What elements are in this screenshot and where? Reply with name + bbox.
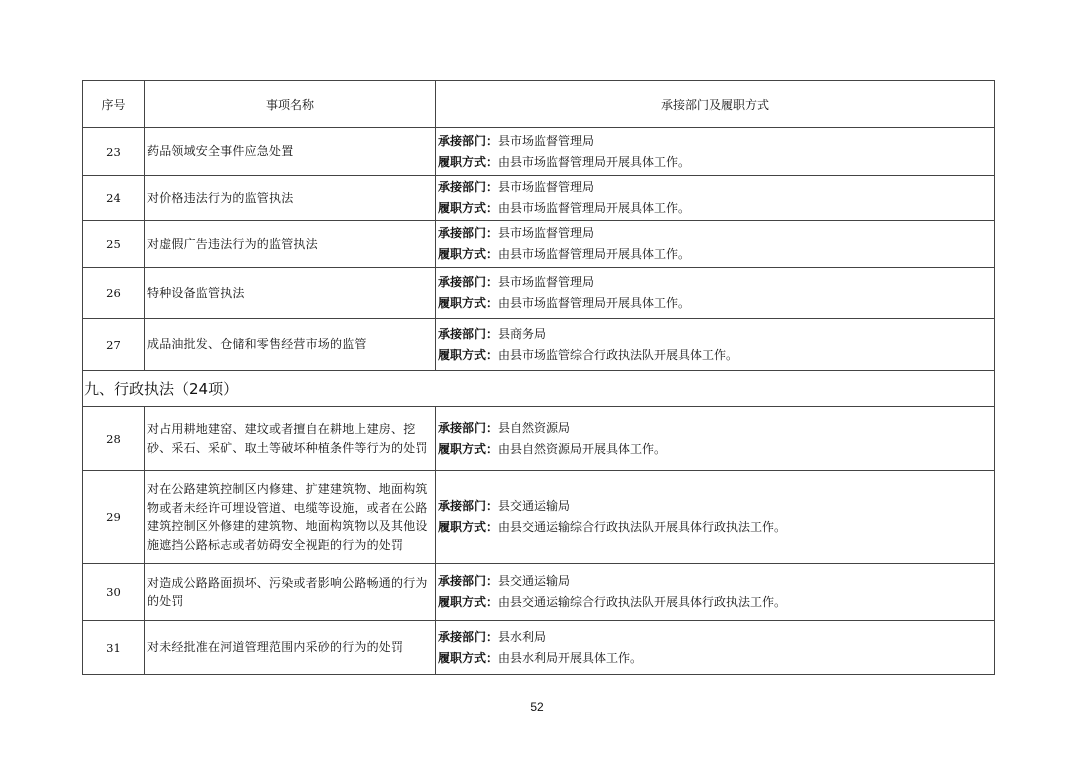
dept-cell <box>436 471 995 564</box>
method-value: 由县交通运输综合行政执法队开展具体行政执法工作。 <box>498 520 787 534</box>
dept-label: 承接部门： <box>438 133 499 148</box>
method-line <box>438 293 994 314</box>
method-label: 履职方式： <box>438 201 499 215</box>
dept-value: 县自然资源局 <box>498 420 571 435</box>
method-label: 履职方式： <box>438 650 499 665</box>
dept-label: 承接部门： <box>438 629 499 644</box>
dept-value: 县市场监督管理局 <box>498 226 595 240</box>
dept-line <box>438 496 994 517</box>
dept-value: 县市场监督管理局 <box>498 133 595 148</box>
table-row <box>83 621 995 675</box>
row-number: 30 <box>83 564 145 621</box>
dept-value: 县水利局 <box>498 629 547 644</box>
table-row <box>83 221 995 268</box>
matter-name: 药品领域安全事件应急处置 <box>145 128 436 176</box>
method-value: 由县自然资源局开展具体工作。 <box>498 441 667 456</box>
table-row <box>83 268 995 319</box>
dept-cell <box>436 176 995 221</box>
dept-line <box>438 223 994 244</box>
method-value: 由县市场监管综合行政执法队开展具体工作。 <box>498 347 739 362</box>
header-row <box>83 81 995 128</box>
table-row <box>83 176 995 221</box>
dept-cell <box>436 621 995 675</box>
matter-name: 对在公路建筑控制区内修建、扩建建筑物、地面构筑物或者未经许可埋设管道、电缆等设施，或者在公路建筑控制区外修建的建筑物、地面构筑物以及其他设施遮挡公路标志或者妨碍安全视距的行为的处罚 <box>145 471 436 564</box>
method-label: 履职方式： <box>438 296 499 310</box>
dept-cell <box>436 564 995 621</box>
dept-cell <box>436 268 995 319</box>
dept-line <box>438 272 994 293</box>
method-line <box>438 517 994 538</box>
row-number: 29 <box>83 471 145 564</box>
row-number: 31 <box>83 621 145 675</box>
method-label: 履职方式： <box>438 154 499 169</box>
method-value: 由县市场监督管理局开展具体工作。 <box>498 296 691 310</box>
method-line <box>438 345 994 366</box>
method-line <box>438 439 994 460</box>
method-line <box>438 648 994 669</box>
dept-line <box>438 571 994 592</box>
matter-name: 特种设备监管执法 <box>145 268 436 319</box>
method-label: 履职方式： <box>438 520 499 534</box>
row-number: 23 <box>83 128 145 176</box>
row-number: 26 <box>83 268 145 319</box>
matters-table <box>82 80 995 675</box>
method-value: 由县市场监督管理局开展具体工作。 <box>498 154 691 169</box>
table-row <box>83 407 995 471</box>
method-line <box>438 152 994 173</box>
method-value: 由县市场监督管理局开展具体工作。 <box>498 201 691 215</box>
dept-value: 县市场监督管理局 <box>498 275 595 289</box>
dept-value: 县交通运输局 <box>498 574 571 588</box>
method-label: 履职方式： <box>438 441 499 456</box>
dept-cell <box>436 407 995 471</box>
matter-name: 成品油批发、仓储和零售经营市场的监管 <box>145 319 436 371</box>
table-row <box>83 564 995 621</box>
dept-value: 县交通运输局 <box>498 499 571 513</box>
method-value: 由县交通运输综合行政执法队开展具体行政执法工作。 <box>498 595 787 609</box>
method-label: 履职方式： <box>438 247 499 261</box>
header-no: 序号 <box>83 81 145 128</box>
dept-label: 承接部门： <box>438 420 499 435</box>
table-row <box>83 471 995 564</box>
method-value: 由县水利局开展具体工作。 <box>498 650 643 665</box>
method-value: 由县市场监督管理局开展具体工作。 <box>498 247 691 261</box>
method-label: 履职方式： <box>438 595 499 609</box>
method-label: 履职方式： <box>438 347 499 362</box>
dept-cell <box>436 221 995 268</box>
method-line <box>438 244 994 265</box>
dept-label: 承接部门： <box>438 226 499 240</box>
row-number: 25 <box>83 221 145 268</box>
dept-label: 承接部门： <box>438 326 499 341</box>
matter-name: 对虚假广告违法行为的监管执法 <box>145 221 436 268</box>
dept-value: 县市场监督管理局 <box>498 180 595 194</box>
dept-line <box>438 177 994 198</box>
matter-name: 对造成公路路面损坏、污染或者影响公路畅通的行为的处罚 <box>145 564 436 621</box>
method-line <box>438 198 994 219</box>
row-number: 28 <box>83 407 145 471</box>
row-number: 27 <box>83 319 145 371</box>
section-title: 九、行政执法（24项） <box>83 371 995 407</box>
dept-line <box>438 627 994 648</box>
table-row <box>83 128 995 176</box>
header-name: 事项名称 <box>145 81 436 128</box>
dept-label: 承接部门： <box>438 499 499 513</box>
dept-cell <box>436 128 995 176</box>
matter-name: 对价格违法行为的监管执法 <box>145 176 436 221</box>
row-number: 24 <box>83 176 145 221</box>
table-row <box>83 319 995 371</box>
dept-cell <box>436 319 995 371</box>
dept-value: 县商务局 <box>498 326 547 341</box>
dept-label: 承接部门： <box>438 275 499 289</box>
dept-label: 承接部门： <box>438 574 499 588</box>
page-number: 52 <box>530 700 544 714</box>
dept-label: 承接部门： <box>438 180 499 194</box>
header-dept: 承接部门及履职方式 <box>436 81 995 128</box>
method-line <box>438 592 994 613</box>
dept-line <box>438 131 994 152</box>
matter-name: 对占用耕地建窑、建坟或者擅自在耕地上建房、挖砂、采石、采矿、取土等破坏种植条件等行为的处罚 <box>145 407 436 471</box>
dept-line <box>438 324 994 345</box>
matter-name: 对未经批准在河道管理范围内采砂的行为的处罚 <box>145 621 436 675</box>
section-row <box>83 371 995 407</box>
dept-line <box>438 418 994 439</box>
